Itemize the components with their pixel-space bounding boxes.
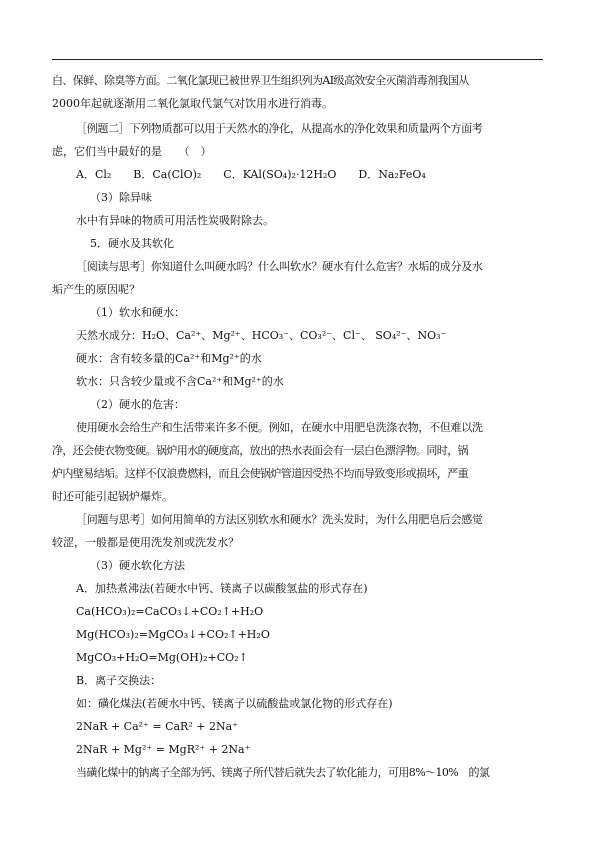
equation-line: 2NaR + Ca²⁺ = CaR² + 2Na⁺ [76,720,238,733]
example-question-line: ［例题二］下列物质都可以用于天然水的净化，从提高水的净化效果和质量两个方面考 [76,122,483,135]
section-heading: （1）软水和硬水： [90,306,185,319]
section-heading: 5．硬水及其软化 [90,237,174,250]
section-heading: （2）硬水的危害： [90,398,185,411]
equation-line: MgCO₃+H₂O=Mg(OH)₂+CO₂↑ [76,651,248,664]
definition-line: 硬水：含有较多量的Ca²⁺和Mg²⁺的水 [76,352,262,365]
paragraph-line: 2000年起就逐渐用二氧化氯取代氯气对饮用水进行消毒。 [52,97,333,110]
paragraph-line: 时还可能引起锅炉爆炸。 [52,490,173,503]
equation-line: 2NaR + Mg²⁺ = MgR²⁺ + 2Na⁺ [76,743,251,756]
formula-line: 天然水成分：H₂O、Ca²⁺、Mg²⁺、HCO₃⁻、CO₃²⁻、Cl⁻、 SO₄²⁻、NO₃⁻ [76,329,447,342]
paragraph-line: 当磺化煤中的钠离子全部为钙、镁离子所代替后就失去了软化能力，可用8%～10% 的氯 [76,766,490,779]
equation-line: Ca(HCO₃)₂=CaCO₃↓+CO₂↑+H₂O [76,605,264,618]
equation-line: Mg(HCO₃)₂=MgCO₃↓+CO₂↑+H₂O [76,628,270,641]
method-heading: A．加热煮沸法(若硬水中钙、镁离子以碳酸氢盐的形式存在) [76,582,368,595]
paragraph-line: 炉内壁易结垢。这样不仅浪费燃料，而且会使锅炉管道因受热不均而导致变形或损坏，严重 [52,467,468,480]
paragraph-line: 净，还会使衣物变硬。锅炉用水的硬度高，放出的热水表面会有一层白色漂浮物。同时，锅 [52,444,468,457]
paragraph-line: 水中有异味的物质可用活性炭吸附除去。 [76,214,274,227]
section-heading: （3）硬水软化方法 [90,559,185,572]
example-question-line: 虑，它们当中最好的是 （ ） [52,145,212,158]
section-heading: （3）除异味 [90,191,152,204]
paragraph-line: 如：磺化煤法(若硬水中钙、镁离子以硫酸盐或氯化物的形式存在) [76,697,393,710]
paragraph-line: 白、保鲜、除臭等方面。二氧化氯现已被世界卫生组织列为AI级高效安全灭菌消毒剂我国从 [52,74,469,87]
method-heading: B．离子交换法： [76,674,162,687]
answer-options: A．Cl₂ B．Ca(ClO)₂ C．KAl(SO₄)₂·12H₂O D．Na₂FeO₄ [76,168,426,181]
header-rule [52,59,543,60]
paragraph-line: 使用硬水会给生产和生活带来许多不便。例如，在硬水中用肥皂洗涤衣物，不但难以洗 [76,421,483,434]
paragraph-line: ［问题与思考］如何用简单的方法区别软水和硬水？洗头发时，为什么用肥皂后会感觉 [76,513,483,526]
paragraph-line: ［阅读与思考］你知道什么叫硬水吗？什么叫软水？硬水有什么危害？水垢的成分及水 [76,260,483,273]
paragraph-line: 垢产生的原因呢？ [52,283,140,296]
paragraph-line: 较涩，一般都是使用洗发剂或洗发水？ [52,536,239,549]
definition-line: 软水：只含较少量或不含Ca²⁺和Mg²⁺的水 [76,375,284,388]
